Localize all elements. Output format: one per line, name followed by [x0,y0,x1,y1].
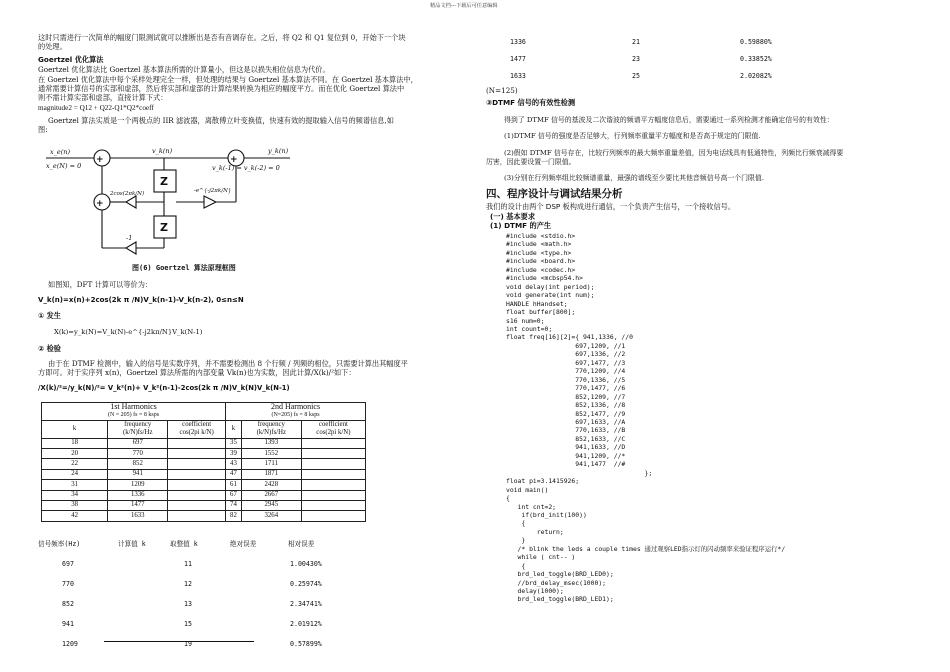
table-cell: 1336 [108,490,168,500]
label-xe-n: x_e(n) [50,148,71,156]
error-table-header: 相对误差 [288,540,315,548]
paragraph-line: 得到了 DTMF 信号的基波及二次谐波的频谱平方幅度信息后，需要通过一系列检测才能确定信号的有效性： [504,116,834,124]
table-cell: 2667 [241,490,301,500]
error-table-header: 信号频率(Hz) [38,540,81,548]
table-cell: 74 [226,500,242,510]
table-cell [301,511,365,521]
col-coefficient: coefficient cos(2pi k/N) [168,420,226,438]
table-bottom-rule [104,641,254,642]
error-table-cell: 0.57899% [290,640,322,648]
paragraph-line: (1)DTMF 信号的强度是否足够大，行列频率重量平方幅度和是否高于规定的门限值. [504,132,761,140]
paragraph-line: 厉害，因此要设置一门限值。 [486,158,576,166]
table-header-1st [42,403,226,421]
table-cell: 24 [42,469,108,479]
paragraph-line: 我们的设计由两个 DSP 板构成进行通信，一个负责产生信号，一个接收信号。 [486,202,736,211]
table-cell [168,500,226,510]
label-minus-one: -1 [126,234,133,242]
error-table-header: 绝对误差 [230,540,257,548]
error-table-cell: 23 [632,55,640,63]
col-coefficient: coefficient cos(2pi k/N) [301,420,365,438]
label-vk-n: v_k(n) [152,147,173,155]
table-row [42,449,366,459]
error-table-cell: 21 [632,38,640,46]
error-table-cell: 2.34741% [290,600,322,608]
adder-plus: + [96,199,104,209]
table-cell: 2428 [241,480,301,490]
error-table-cell: 11 [184,560,192,568]
error-table-cell: 13 [184,600,192,608]
table-cell [301,480,365,490]
formula-xk: X(k)=y_k(N)=V_k(N)-e^{-j2kπ/N}V_k(N-1) [54,328,203,336]
section-title: Goertzel 优化算法 [38,55,104,64]
error-table-cell: 1336 [510,38,526,46]
table-cell: 1477 [108,500,168,510]
delay-z-box: Z [160,221,168,234]
label-twiddle: -e^{-j2πk/N} [194,188,232,194]
table-row [42,480,366,490]
header-watermark: 精品文档---下载后可任意编辑 [430,3,498,9]
adder-plus: + [230,155,238,165]
paragraph-line: 由于在 DTMF 检测中，输入的信号是实数序列，并不需要检测出 8 个行频 / 列频的相位，只需要计算出其幅度平 [48,359,408,368]
paragraph-line: (3)分别在行列频率组比较频谱重量，最强的谱线至少要比其他音频信号高一个门限值. [504,174,765,182]
paragraph-line: Goertzel 优化算法比 Goertzel 基本算法所需的计算量小，但这是以损失相位信息为代价。 [38,65,330,74]
paragraph-line: (2)假如 DTMF 信号存在，比较行列频率的最大频率重量差值，因为电话线具有低通特性，列频比行频衰减得要 [504,149,844,157]
table-cell: 770 [108,449,168,459]
error-table-cell: 2.01912% [290,620,322,628]
table-cell: 39 [226,449,242,459]
table-row [42,500,366,510]
subsection-title: ① 发生 [38,311,61,320]
error-table-header: 计算值 k [118,540,146,548]
table-cell: 20 [42,449,108,459]
table-cell [301,469,365,479]
paragraph-line: 图: [38,125,48,134]
chapter-heading: 四、程序设计与调试结果分析 [486,188,623,200]
error-table-cell: 2.02082% [740,72,772,80]
subsection-title: (一) 基本要求 [490,212,536,221]
paragraph-line: 方即可。对于实序列 x(n)，Goertzel 算法所需的内部变量 Vk(n)也为实数，因此计算/X(k)/²如下： [38,368,356,377]
table-cell [168,480,226,490]
error-table-cell: 1.00430% [290,560,322,568]
error-table-cell: 852 [62,600,74,608]
adder-plus: + [96,155,104,165]
error-table-cell: 1477 [510,55,526,63]
label-vk-init: v_k(-1) = v_k(-2) = 0 [212,164,280,172]
table-cell: 38 [42,500,108,510]
n-value: (N=125) [486,86,518,95]
table-cell [168,511,226,521]
h1-title: 1st Harmonics [110,402,157,411]
error-table-header: 取整值 k [170,540,198,548]
table-cell [168,449,226,459]
table-cell: 1552 [241,449,301,459]
label-xe-N: x_e(N) = 0 [46,162,82,170]
subsection-title: (1) DTMF 的产生 [490,221,552,230]
table-cell: 82 [226,511,242,521]
table-cell: 1871 [241,469,301,479]
subsection-title: ② 检验 [38,344,61,353]
table-cell [168,490,226,500]
formula-magnitude: magnitude2 = Q12 + Q22-Q1*Q2*coeff [38,104,154,112]
table-cell: 697 [108,438,168,448]
table-row [42,459,366,469]
table-cell: 941 [108,469,168,479]
error-table-cell: 0.33852% [740,55,772,63]
formula-vk: V_k(n)=x(n)+2cos(2k π /N)V_k(n-1)-V_k(n-2), 0≤n≤N [38,296,244,304]
label-coefficient: 2cos(2πk/N) [110,191,145,197]
table-cell: 3264 [241,511,301,521]
error-table-cell: 1633 [510,72,526,80]
error-table-cell: 697 [62,560,74,568]
delay-z-box: Z [160,175,168,188]
table-cell: 61 [226,480,242,490]
error-table-cell: 770 [62,580,74,588]
formula-squared: /X(k)/²=/y_k(N)/²= V_k²(n)+ V_k²(n-1)-2cos(2k π /N)V_k(N)V_k(N-1) [38,384,290,392]
table-cell [168,438,226,448]
error-table-cell: 0.59880% [740,38,772,46]
paragraph-line: 这时只需进行一次简单的幅度门限测试就可以推断出是否有音调存在。之后，将 Q2 和 Q1 复位到 0，开始下一个块 [38,33,406,42]
col-k: k [42,420,108,438]
table-cell: 42 [42,511,108,521]
paragraph-line: 的处理。 [38,42,67,51]
h2-sub: (N=205) fs = 8 ksps [271,412,320,419]
table-cell: 18 [42,438,108,448]
table-cell: 67 [226,490,242,500]
error-table-cell: 0.25974% [290,580,322,588]
error-table-cell: 1209 [62,640,78,648]
table-cell: 1711 [241,459,301,469]
goertzel-block-diagram [44,140,294,258]
table-cell [301,459,365,469]
h1-sub: (N = 205) fs = 8 ksps [107,412,160,419]
table-cell: 1209 [108,480,168,490]
table-header-2nd [226,403,366,421]
table-row [42,438,366,448]
error-table-cell: 19 [184,640,192,648]
col-frequency: frequency (k/N)fs/Hz [108,420,168,438]
table-cell: 34 [42,490,108,500]
paragraph-line: 通常需要计算信号的实部和虚部，然后将实部和虚部的计算结果转换为相应的幅度平方。而在优化 Goertzel 算法中 [38,84,405,93]
table-cell [168,469,226,479]
table-cell [301,490,365,500]
col-k: k [226,420,242,438]
table-row [42,490,366,500]
error-table-cell: 25 [632,72,640,80]
table-cell: 43 [226,459,242,469]
table-cell: 47 [226,469,242,479]
table-cell: 852 [108,459,168,469]
table-cell: 1633 [108,511,168,521]
table-cell [301,438,365,448]
paragraph-line: 则不需计算实部和虚部，直接计算下式： [38,93,168,102]
table-cell: 22 [42,459,108,469]
col-frequency: frequency (k/N)fs/Hz [241,420,301,438]
label-yk-n: y_k(n) [268,147,289,155]
code-listing: #include <stdio.h> #include <math.h> #include <type.h> #include <board.h> #include <codec.h> #include <mcbsp54.h> void delay(int period); void generate(int num); HANDLE hHandset; float buffer[800]; s16 num=0; int count=0; float freq[16][2]={ 941,1336, //0 697,1209, //1 697,1336, //2 697,1477, //3 770,1209, //4 770,1336, //5 770,1477, //6 852,1209, //7 852,1336, //8 852,1477, //9 697,1633, //A 770,1633, //B 852,1633, //C 941,1633, //D 941,1209, //* 941,1477 //# }; float pi=3.1415926; void main() { int cnt=2; if(brd_init(100)) { return; } /* blink the leds a couple times 通过观察LED指示灯的闪动频率来验证程序运行*/ while ( cnt-- ) { brd_led_toggle(BRD_LED0); //brd_delay_msec(1000); delay(1000); brd_led_toggle(BRD_LED1); [506,232,786,604]
error-table-cell: 15 [184,620,192,628]
table-cell [168,459,226,469]
table-cell [301,449,365,459]
table-cell: 1393 [241,438,301,448]
table-row [42,469,366,479]
paragraph-line: 如图知，DFT 计算可以等价为： [48,280,153,289]
table-cell [301,500,365,510]
paragraph-line: 在 Goertzel 优化算法中每个采样处理完全一样，但处理的结果与 Goertzel 基本算法不同。在 Goertzel 基本算法中， [38,75,418,84]
h2-title: 2nd Harmonics [270,402,321,411]
table-row [42,511,366,521]
table-cell: 31 [42,480,108,490]
error-table-cell: 12 [184,580,192,588]
paragraph-line: Goertzel 算法实质是一个两极点的 IIR 滤波器，离散傅立叶变换值，快速有效的提取输入信号的频谱信息,如 [48,116,394,125]
error-table-cell: 941 [62,620,74,628]
subsection-title: ③DTMF 信号的有效性检测 [486,98,576,107]
table-cell: 35 [226,438,242,448]
figure-caption: 图(6) Goertzel 算法原理框图 [132,264,236,272]
harmonics-table [41,402,366,522]
table-cell: 2945 [241,500,301,510]
